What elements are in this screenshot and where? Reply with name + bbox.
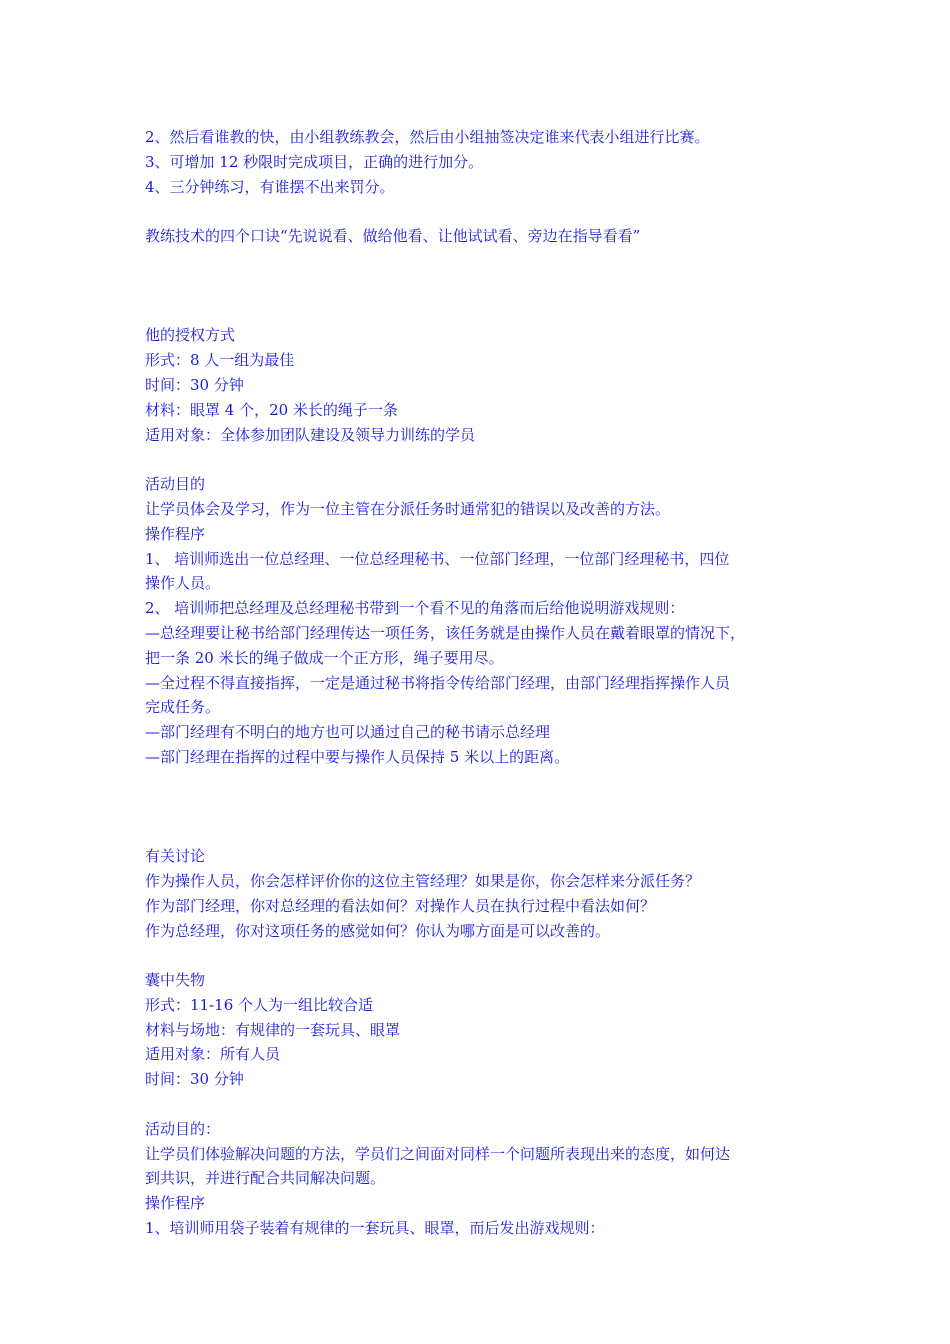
text-line: 形式：11-16 个人为一组比较合适 <box>145 995 374 1014</box>
text-line: 1、 培训师选出一位总经理、一位总经理秘书、一位部门经理，一位部门经理秘书，四位 <box>145 549 730 568</box>
text-line: —全过程不得直接指挥，一定是通过秘书将指令传给部门经理，由部门经理指挥操作人员 <box>145 673 731 692</box>
section-title: 操作程序 <box>145 524 206 543</box>
text-line: 让学员体会及学习，作为一位主管在分派任务时通常犯的错误以及改善的方法。 <box>145 499 671 518</box>
text-line: 作为部门经理，你对总经理的看法如何？对操作人员在执行过程中看法如何？ <box>145 896 656 915</box>
blank-line <box>145 199 825 224</box>
blank-line <box>145 447 825 472</box>
section-title: 他的授权方式 <box>145 326 236 345</box>
text-line: 材料：眼罩 4 个，20 米长的绳子一条 <box>145 400 398 419</box>
text-line: 材料与场地：有规律的一套玩具、眼罩 <box>145 1020 401 1039</box>
text-line: 3、可增加 12 秒限时完成项目，正确的进行加分。 <box>145 152 484 171</box>
text-line: 形式：8 人一组为最佳 <box>145 351 295 370</box>
text-line: 时间：30 分钟 <box>145 1070 244 1089</box>
section-title: 活动目的 <box>145 475 206 494</box>
text-line: 2、然后看谁教的快，由小组教练教会，然后由小组抽签决定谁来代表小组进行比赛。 <box>145 128 710 146</box>
text-line: —部门经理在指挥的过程中要与操作人员保持 5 米以上的距离。 <box>145 747 570 766</box>
blank-line <box>145 943 825 968</box>
text-line: 让学员们体验解决问题的方法，学员们之间面对同样一个问题所表现出来的态度，如何达 <box>145 1144 731 1163</box>
text-line: 适用对象：全体参加团队建设及领导力训练的学员 <box>145 425 476 444</box>
section-title: 有关讨论 <box>145 847 206 866</box>
blank-line <box>145 770 825 844</box>
section-title: 操作程序 <box>145 1194 206 1213</box>
text-line: —部门经理有不明白的地方也可以通过自己的秘书请示总经理 <box>145 723 551 742</box>
blank-line <box>145 249 825 323</box>
section-title: 活动目的： <box>145 1119 221 1138</box>
text-line: 2、 培训师把总经理及总经理秘书带到一个看不见的角落而后给他说明游戏规则： <box>145 599 685 618</box>
text-line: 4、三分钟练习，有谁摆不出来罚分。 <box>145 177 395 196</box>
text-line: 完成任务。 <box>145 698 221 717</box>
text-line: 作为操作人员，你会怎样评价你的这位主管经理？如果是你，你会怎样来分派任务？ <box>145 871 701 890</box>
text-line: —总经理要让秘书给部门经理传达一项任务，该任务就是由操作人员在戴着眼罩的情况下， <box>145 623 746 642</box>
document-body <box>145 125 825 1241</box>
blank-line <box>145 1092 825 1117</box>
text-line: 教练技术的四个口诀“先说说看、做给他看、让他试试看、旁边在指导看看” <box>145 227 641 246</box>
section-title: 囊中失物 <box>145 971 206 990</box>
text-line: 操作人员。 <box>145 574 221 593</box>
text-line: 把一条 20 米长的绳子做成一个正方形，绳子要用尽。 <box>145 648 504 667</box>
text-line: 适用对象：所有人员 <box>145 1045 281 1064</box>
text-line: 时间：30 分钟 <box>145 375 244 394</box>
text-line: 到共识，并进行配合共同解决问题。 <box>145 1169 386 1188</box>
text-line: 1、培训师用袋子装着有规律的一套玩具、眼罩，而后发出游戏规则： <box>145 1219 605 1238</box>
text-line: 作为总经理，你对这项任务的感觉如何？你认为哪方面是可以改善的。 <box>145 921 611 940</box>
